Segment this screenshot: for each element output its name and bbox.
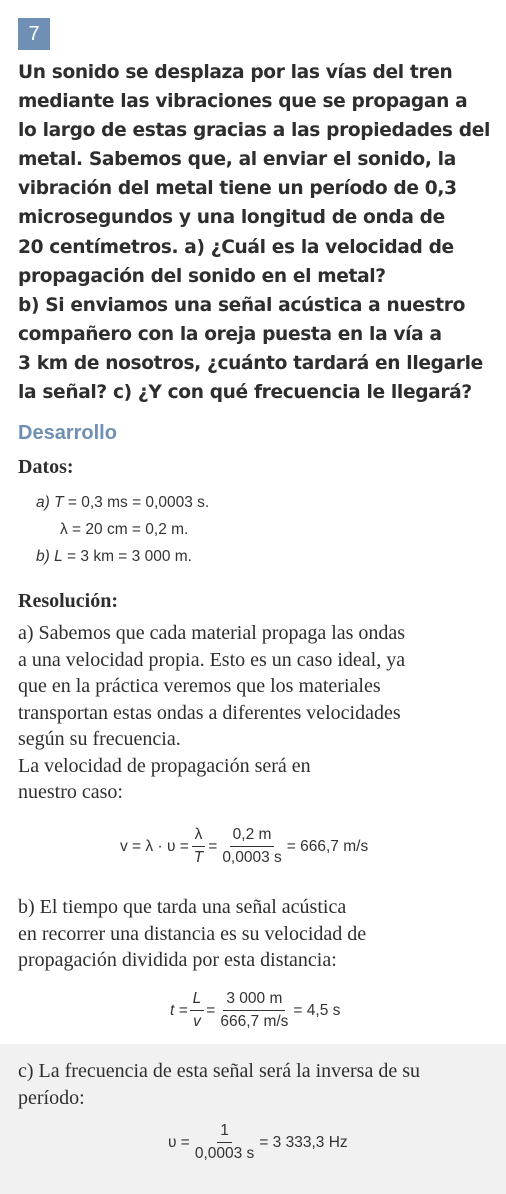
formula-lhs: υ =: [168, 1133, 190, 1151]
fraction: [191, 826, 206, 867]
fraction-denominator: v: [193, 1013, 201, 1030]
part-c-line: c) La frecuencia de esta señal será la inversa de su: [18, 1060, 421, 1082]
datos-line-a: [36, 494, 209, 512]
part-b-text: [18, 894, 498, 974]
datos-expression: = 20 cm = 0,2 m.: [67, 521, 189, 538]
part-b-line: propagación dividida por esta distancia:: [18, 949, 337, 971]
fraction-denominator: 0,0003 s: [194, 1145, 255, 1162]
formula-equals: =: [206, 1001, 216, 1019]
problem-line: b) Si enviamos una señal acústica a nuestro: [18, 294, 466, 316]
part-a-line: transportan estas ondas a diferentes velocidades: [18, 701, 401, 724]
formula-time: [170, 990, 340, 1031]
problem-line: propagación del sonido en el metal?: [18, 265, 386, 287]
fraction-denominator: 666,7 m/s: [220, 1013, 289, 1030]
fraction-numerator: L: [190, 990, 205, 1011]
problem-line: la señal? c) ¿Y con qué frecuencia le llegará?: [18, 382, 472, 404]
part-a-line: según su frecuencia.: [18, 728, 181, 750]
problem-statement: [18, 58, 498, 407]
fraction: [192, 1122, 257, 1163]
part-a-line: nuestro caso:: [18, 781, 123, 803]
formula-result: = 3 333,3 Hz: [259, 1133, 348, 1151]
fraction-numerator: λ: [192, 826, 206, 847]
datos-line-lambda: [60, 521, 188, 539]
fraction: [190, 990, 205, 1031]
part-a-line: a) Sabemos que cada material propaga las ondas: [18, 622, 406, 644]
part-b-line: b) El tiempo que tarda una señal acústica: [18, 896, 347, 918]
problem-line: lo largo de estas gracias a las propiedades del: [18, 120, 491, 142]
problem-line: vibración del metal tiene un período de 0,3: [18, 178, 457, 200]
part-a-line: La velocidad de propagación será en: [18, 754, 311, 777]
part-c-line: período:: [18, 1086, 85, 1109]
datos-variable: L: [54, 548, 63, 565]
exercise-number-badge: 7: [18, 18, 50, 50]
datos-variable: λ: [60, 521, 68, 538]
problem-line: mediante las vibraciones que se propagan a: [18, 91, 468, 113]
formula-lhs: t =: [170, 1001, 188, 1019]
part-a-line: que en la práctica veremos que los materiales: [18, 675, 381, 697]
resolucion-title: Resolución:: [18, 590, 118, 612]
datos-line-b: [36, 548, 192, 566]
formula-equals: =: [208, 837, 218, 855]
section-title: Desarrollo: [18, 422, 117, 444]
formula-result: = 666,7 m/s: [286, 837, 369, 855]
formula-lhs: v = λ · υ =: [120, 837, 189, 855]
part-b-line: en recorrer una distancia es su velocidad de: [18, 922, 367, 945]
datos-label: a): [36, 494, 50, 511]
datos-expression: = 0,3 ms = 0,0003 s.: [63, 494, 210, 511]
fraction: [219, 826, 284, 867]
datos-label: b): [36, 548, 50, 565]
problem-line: 20 centímetros. a) ¿Cuál es la velocidad de: [18, 236, 454, 258]
problem-line: microsegundos y una longitud de onda de: [18, 207, 445, 229]
formula-result: = 4,5 s: [293, 1001, 341, 1019]
fraction-denominator: T: [193, 849, 204, 866]
problem-line: compañero con la oreja puesta en la vía a: [18, 323, 442, 345]
part-a-line: a una velocidad propia. Esto es un caso ideal, ya: [18, 648, 406, 671]
datos-title: Datos:: [18, 456, 74, 478]
formula-velocity: [120, 826, 368, 867]
part-c-text: [18, 1058, 498, 1111]
formula-frequency: [168, 1122, 348, 1163]
part-a-text: [18, 620, 498, 806]
datos-expression: = 3 km = 3 000 m.: [62, 548, 192, 565]
problem-line: 3 km de nosotros, ¿cuánto tardará en llegarle: [18, 352, 483, 374]
problem-line: metal. Sabemos que, al enviar el sonido, la: [18, 149, 456, 171]
datos-variable: T: [54, 494, 64, 511]
fraction-numerator: 3 000 m: [223, 990, 285, 1011]
problem-line: Un sonido se desplaza por las vías del tren: [18, 62, 453, 83]
fraction-numerator: 0,2 m: [230, 826, 275, 847]
fraction: [217, 990, 291, 1031]
fraction-denominator: 0,0003 s: [222, 849, 282, 866]
fraction-numerator: 1: [217, 1122, 232, 1143]
